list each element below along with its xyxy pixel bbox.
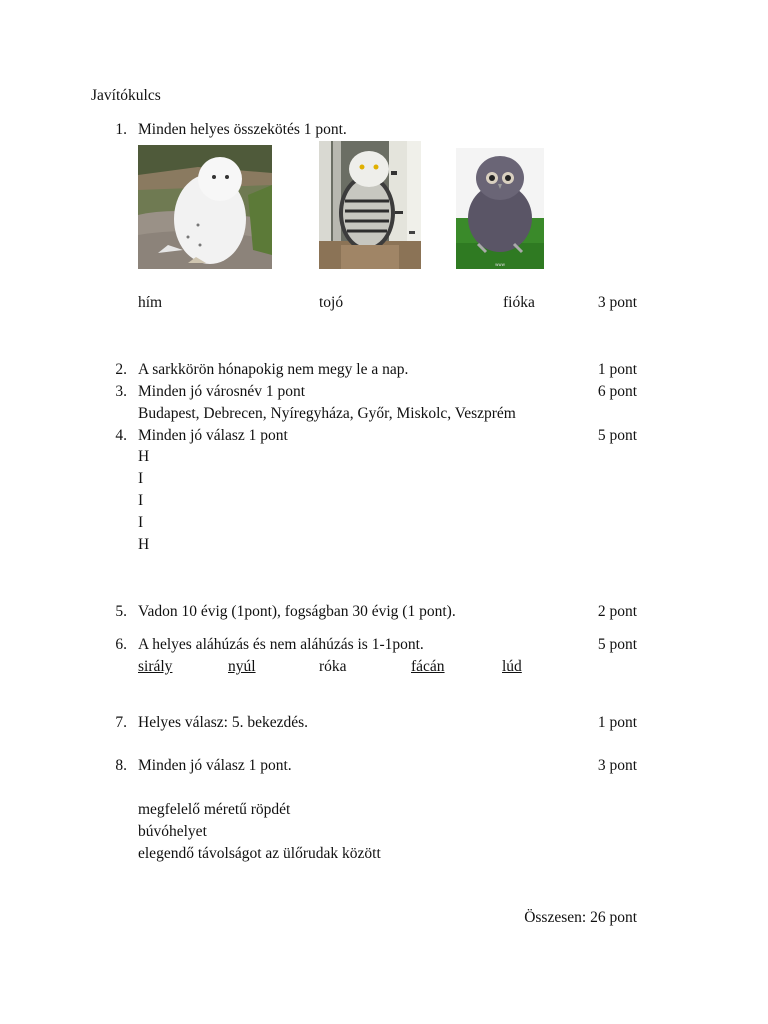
- male-snowy-owl-photo: [138, 145, 272, 269]
- q3-answer: Budapest, Debrecen, Nyíregyháza, Győr, Miskolc, Veszprém: [138, 405, 516, 422]
- q5-number: 5.: [115, 603, 127, 620]
- q8-number: 8.: [115, 757, 127, 774]
- q7-text: Helyes válasz: 5. bekezdés.: [138, 714, 309, 731]
- q6-word-4: fácán: [411, 658, 445, 675]
- q4-answer-3: I: [138, 492, 144, 509]
- q6-points: 5 pont: [597, 636, 637, 653]
- total-points: Összesen: 26 pont: [524, 909, 637, 926]
- q1-text: Minden helyes összekötés 1 pont.: [138, 121, 347, 138]
- q8-answer-1: megfelelő méretű röpdét: [138, 801, 291, 818]
- q5-points: 2 pont: [597, 603, 637, 620]
- q3-number: 3.: [115, 383, 127, 400]
- q6-word-2: nyúl: [228, 658, 256, 675]
- q1-number: 1.: [115, 121, 127, 138]
- q8-answer-2: búvóhelyet: [138, 823, 207, 840]
- q4-answer-4: I: [138, 514, 144, 531]
- q3-text: Minden jó városnév 1 pont: [138, 383, 306, 400]
- q8-text: Minden jó válasz 1 pont.: [138, 757, 292, 774]
- q4-answer-5: H: [138, 536, 150, 553]
- q8-points: 3 pont: [597, 757, 637, 774]
- q3-points: 6 pont: [597, 383, 637, 400]
- q8-answer-3: elegendő távolságot az ülőrudak között: [138, 845, 381, 862]
- q6-text: A helyes aláhúzás és nem aláhúzás is 1-1pont.: [138, 636, 424, 653]
- q4-answer-2: I: [138, 470, 144, 487]
- page-title: Javítókulcs: [91, 87, 161, 104]
- q7-points: 1 pont: [597, 714, 637, 731]
- q4-text: Minden jó válasz 1 pont: [138, 427, 288, 444]
- q4-points: 5 pont: [597, 427, 637, 444]
- q2-text: A sarkkörön hónapokig nem megy le a nap.: [138, 361, 409, 378]
- label-chick: fióka: [503, 294, 535, 311]
- label-female: tojó: [319, 294, 344, 311]
- q6-number: 6.: [115, 636, 127, 653]
- owl-chick-photo: [456, 148, 544, 269]
- q5-text: Vadon 10 évig (1pont), fogságban 30 évig (1 pont).: [138, 603, 456, 620]
- q6-word-1: sirály: [138, 658, 173, 675]
- q4-number: 4.: [115, 427, 127, 444]
- q2-number: 2.: [115, 361, 127, 378]
- q7-number: 7.: [115, 714, 127, 731]
- svg-text:www: www: [495, 262, 505, 267]
- q2-points: 1 pont: [597, 361, 637, 378]
- q4-answer-1: H: [138, 448, 150, 465]
- label-male: hím: [138, 294, 163, 311]
- q6-word-3: róka: [319, 658, 347, 675]
- q1-points: 3 pont: [597, 294, 637, 311]
- q6-word-5: lúd: [502, 658, 522, 675]
- female-snowy-owl-photo: [319, 141, 421, 269]
